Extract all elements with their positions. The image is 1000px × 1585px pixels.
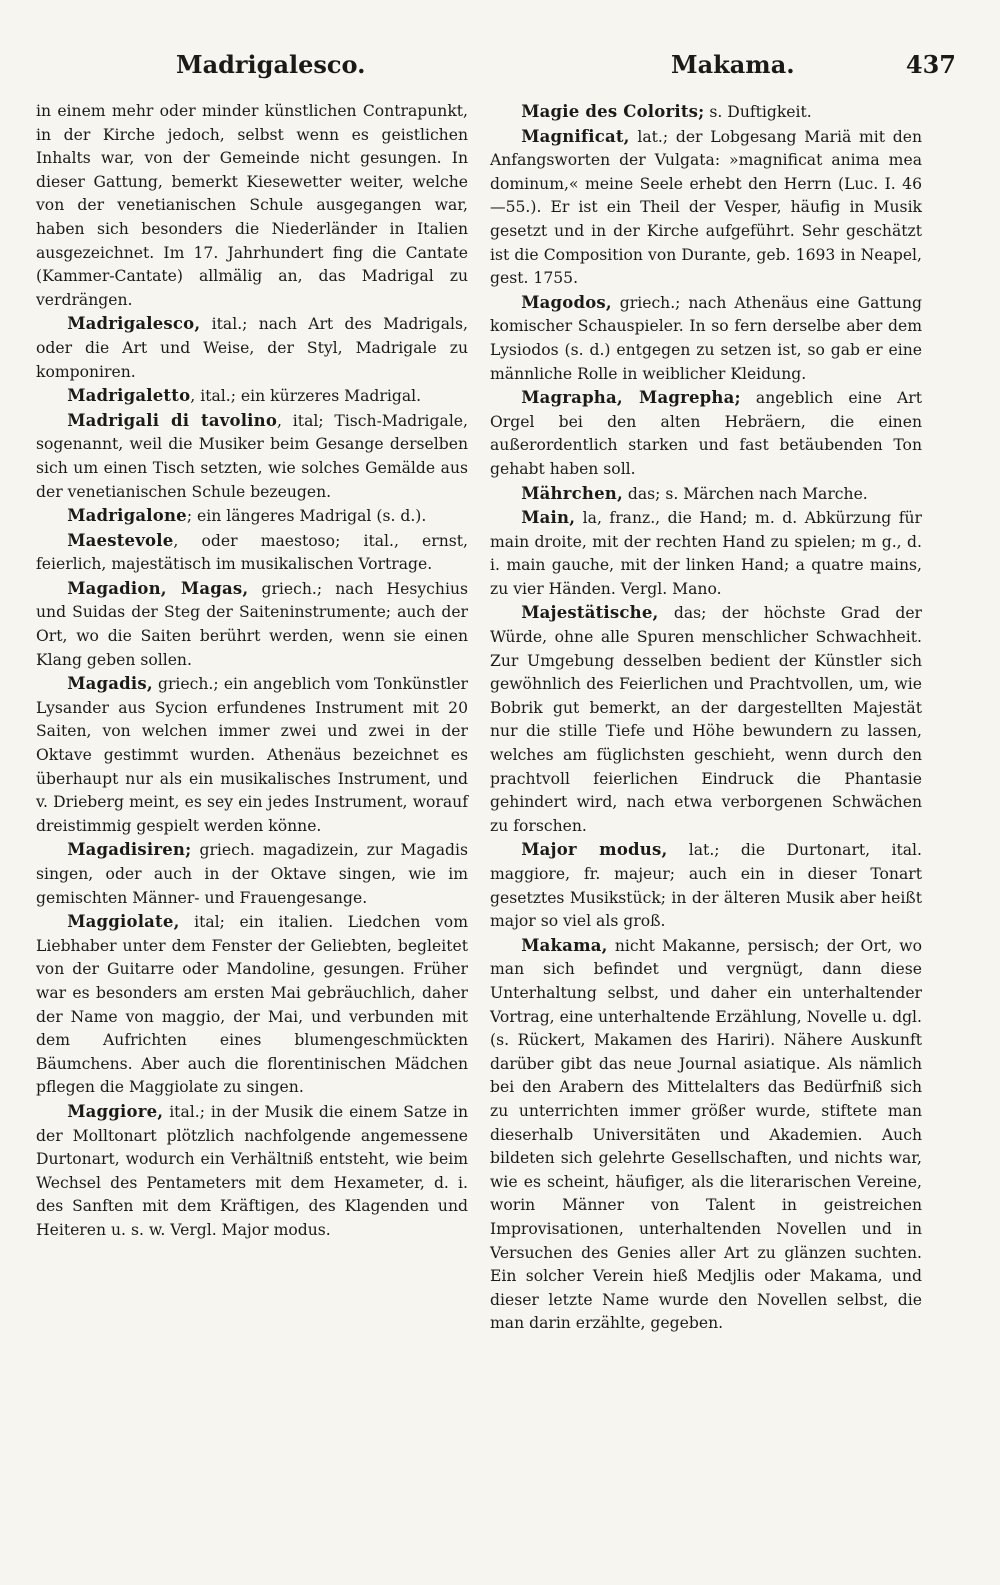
header-first-entry: Madrigalesco. [176, 50, 366, 79]
headword: Magadisiren; [67, 840, 192, 860]
entry-madrigaletto: Madrigaletto, ital.; ein kürzeres Madrigal. [67, 386, 422, 406]
headword: Magrapha, Magrepha; [521, 388, 741, 408]
entry-magadisiren: Magadisiren; griech. magadizein, zur Magadis singen, oder auch in der Oktave singen, wie im gemischten Männer- und Frauengesange. [36, 840, 468, 907]
entry-magodos: Magodos, griech.; nach Athenäus eine Gattung komischer Schauspieler. In so fern derselbe aber dem Lysiodos (s. d.) entgegen zu setzen ist, so gab er eine männliche Rolle in weiblicher Kleidung. [490, 292, 922, 383]
headword: Makama, [521, 935, 608, 955]
entry-majestaetische: Majestätische, das; der höchste Grad der Würde, ohne alle Spuren menschlicher Schwachheit. Zur Umgebung desselben bedient der Künstler sich gewöhnlich des Feierlichen und Prachtvollen, um, wie Bobrik gut bemerkt, an der dargestellten Majestät nur die stille Tiefe und Höhe bewundern zu lassen, welches am füglichsten geschieht, wenn durch den prachtvoll feierlichen Eindruck die Phantasie gehindert wird, nach etwa verborgenen Schwächen zu forschen. [490, 603, 922, 835]
headword: Maestevole [67, 530, 174, 550]
headword: Major modus, [521, 840, 668, 860]
entry-main: Main, la, franz., die Hand; m. d. Abkürzung für main droite, mit der rechten Hand zu spielen; m g., d. i. main gauche, mit der linken Hand; a quatre mains, zu vier Händen. Vergl. Mano. [490, 508, 922, 598]
entry-continuation: in einem mehr oder minder künstlichen Contrapunkt, in der Kirche jedoch, selbst wenn es geistlichen Inhalts war, von der Gemeinde nicht gesungen. In dieser Gattung, bemerkt Kiesewetter weiter, welche von der venetianischen Schule ausgegangen war, haben sich besonders die Niederländer in Italien ausgezeichnet. Im 17. Jahrhundert fing die Cantate (Kammer-Cantate) allmälig an, das Madrigal zu verdrängen. [36, 102, 468, 309]
page-number: 437 [905, 50, 956, 79]
entry-magie-des-colorits: Magie des Colorits; s. Duftigkeit. [521, 102, 812, 121]
entry-madrigali-di-tavolino: Madrigali di tavolino, ital; Tisch-Madrigale, sogenannt, weil die Musiker beim Gesange derselben sich um einen Tisch setzten, wie solches Gemälde aus der venetianischen Schule bezeugen. [36, 410, 468, 501]
entry-maggiolate: Maggiolate, ital; ein italien. Liedchen vom Liebhaber unter dem Fenster der Geliebten, begleitet von der Guitarre oder Mandoline, gesungen. Früher war es besonders am ersten Mai gebräuchlich, daher der Name von maggio, der Mai, und verbunden mit dem Aufrichten eines blumengeschmückten Bäumchens. Aber auch die florentinischen Mädchen pflegen die Maggiolate zu singen. [36, 912, 468, 1097]
running-head [36, 50, 956, 90]
entry-magadis: Magadis, griech.; ein angeblich vom Tonkünstler Lysander aus Sycion erfundenes Instrument mit 20 Saiten, von welchen immer zwei und zwei in der Oktave gestimmt wurden. Athenäus bezeichnet es überhaupt nur als ein musikalisches Instrument, und v. Drieberg meint, es sey ein jedes Instrument, worauf dreistimmig gespielt werden könne. [36, 674, 468, 835]
headword: Madrigaletto [67, 386, 191, 406]
entry-madrigalone: Madrigalone; ein längeres Madrigal (s. d.). [67, 506, 427, 526]
entry-magadion: Magadion, Magas, griech.; nach Hesychius und Suidas der Steg der Saiteninstrumente; auch der Ort, wo die Saiten berührt werden, wenn sie einen Klang geben sollen. [36, 578, 468, 669]
headword: Madrigalone [67, 506, 187, 526]
headword: Madrigali di tavolino [67, 410, 278, 430]
headword: Mährchen, [521, 483, 623, 503]
entry-maggiore: Maggiore, ital.; in der Musik die einem Satze in der Molltonart plötzlich nachfolgende angemessene Durtonart, wodurch ein Verhältniß entsteht, wie beim Wechsel des Pentameters mit dem Hexameter, d. i. des Sanften mit dem Kräftigen, des Klagenden und Heiteren u. s. w. Vergl. Major modus. [36, 1101, 468, 1239]
entry-makama: Makama, nicht Makanne, persisch; der Ort, wo man sich befindet und vergnügt, dann diese Unterhaltung selbst, und daher ein unterhaltender Vortrag, eine unterhaltende Erzählung, Novelle u. dgl. (s. Rückert, Makamen des Hariri). Nähere Auskunft darüber gibt das neue Journal asiatique. Als nämlich bei den Arabern des Mittelalters das Bedürfniß sich zu unterrichten immer größer wurde, stiftete man dieserhalb Universitäten und Akademien. Auch bildeten sich gelehrte Gesellschaften, und nichts war, wie es scheint, häufiger, als die literarischen Vereine, worin Männer von Talent in geistreichen Improvisationen, unterhaltenden Novellen und in Versuchen des Genies aller Art zu glänzen suchten. Ein solcher Verein hieß Medjlis oder Makama, und dieser letzte Name wurde den Novellen selbst, die man darin erzählte, gegeben. [490, 935, 922, 1333]
entry-major-modus: Major modus, lat.; die Durtonart, ital. maggiore, fr. majeur; auch ein in dieser Tonart gesetztes Musikstück; in der älteren Musik aber heißt major so viel als groß. [490, 840, 922, 931]
headword: Majestätische, [521, 603, 659, 623]
headword: Magadis, [67, 674, 153, 694]
headword: Magie des Colorits; [521, 102, 705, 121]
left-column [36, 100, 468, 1243]
entry-magrapha: Magrapha, Magrepha; angeblich eine Art Orgel bei den alten Hebräern, die einen außerordentlich starken und fast betäubenden Ton gehabt haben soll. [490, 388, 923, 478]
headword: Magodos, [521, 292, 612, 312]
right-column [490, 100, 922, 1336]
headword: Magadion, Magas, [67, 578, 249, 598]
headword: Maggiolate, [67, 912, 180, 932]
headword: Magnificat, [521, 126, 630, 146]
header-last-entry: Makama. [671, 50, 795, 79]
entry-maehrchen: Mährchen, das; s. Märchen nach Marche. [521, 483, 868, 503]
entry-magnificat: Magnificat, lat.; der Lobgesang Mariä mit den Anfangsworten der Vulgata: »magnificat anima mea dominum,« meine Seele erhebt den Herrn (Luc. I. 46—55.). Er ist ein Theil der Vesper, häufig in Musik gesetzt und in der Kirche aufgeführt. Sehr geschätzt ist die Composition von Durante, geb. 1693 in Neapel, gest. 1755. [490, 126, 922, 288]
headword: Maggiore, [67, 1101, 164, 1121]
headword: Madrigalesco, [67, 314, 201, 334]
headword: Main, [521, 508, 576, 528]
entry-madrigalesco: Madrigalesco, ital.; nach Art des Madrigals, oder die Art und Weise, der Styl, Madrigale zu komponiren. [36, 314, 468, 381]
entry-maestevole: Maestevole, oder maestoso; ital., ernst, feierlich, majestätisch im musikalischen Vortrage. [36, 530, 468, 574]
